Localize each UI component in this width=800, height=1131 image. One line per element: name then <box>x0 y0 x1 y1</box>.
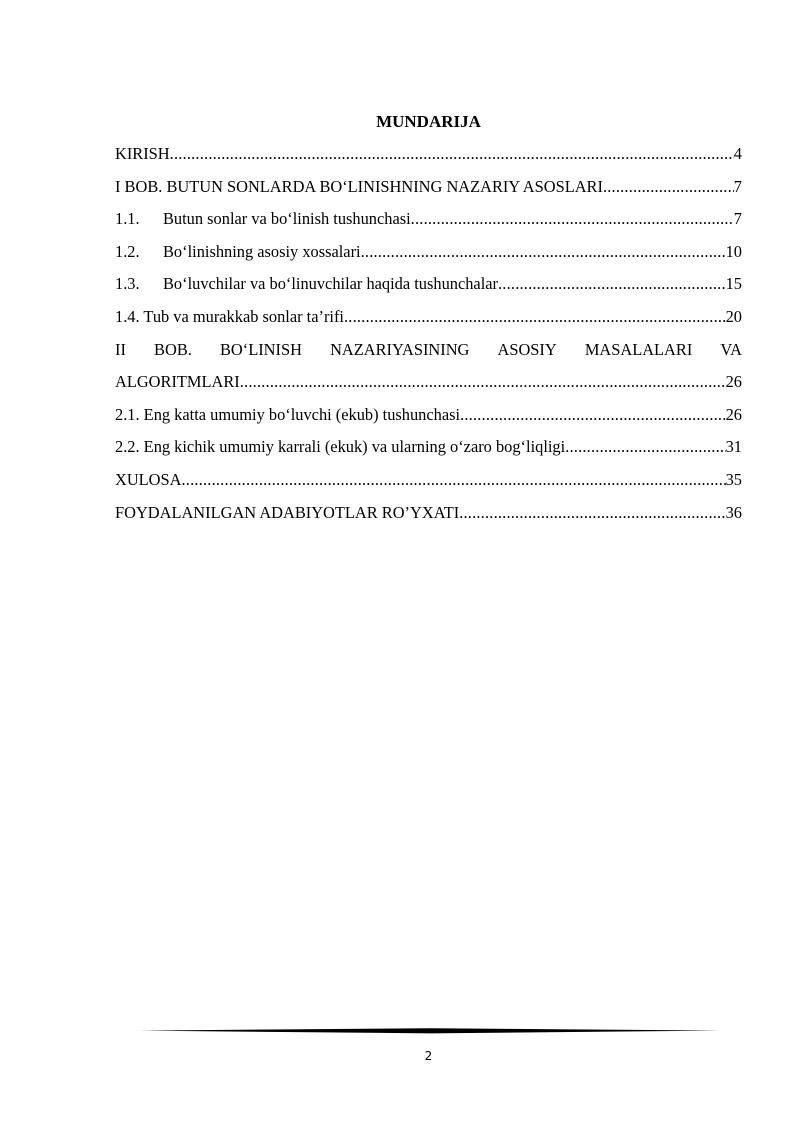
dot-leader <box>344 306 726 328</box>
toc-word: NAZARIYASINING <box>330 339 470 359</box>
toc-entry-page: 4 <box>733 144 742 163</box>
toc-entry-title: ALGORITMLARI <box>115 372 240 392</box>
toc-entry-page: 26 <box>725 372 742 392</box>
toc-entry-title: Butun sonlar va bo‘linish tushunchasi <box>163 209 411 229</box>
toc-word: MASALALARI <box>584 339 693 359</box>
dot-leader <box>565 436 725 458</box>
toc-entry-kirish[interactable] <box>115 143 742 176</box>
toc-word: II <box>115 339 126 359</box>
toc-entry-1-3[interactable] <box>115 273 742 306</box>
toc-entry-2-1[interactable] <box>115 404 742 437</box>
toc-entry-title: KIRISH <box>115 144 170 163</box>
page-title: MUNDARIJA <box>376 112 481 131</box>
toc-entry-1-4[interactable] <box>115 306 742 339</box>
toc-entry-number: 1.3. <box>115 274 140 294</box>
toc-entry-page: 26 <box>725 404 742 424</box>
toc-entry-references[interactable] <box>115 502 742 535</box>
toc-entry-number: 1.2. <box>115 241 140 261</box>
dot-leader <box>240 371 726 393</box>
toc-entry-title: 2.1. Eng katta umumiy bo‘luvchi (ekub) tushunchasi <box>115 404 461 424</box>
toc-entry-1-1[interactable] <box>115 208 742 241</box>
toc-entry-page: 20 <box>725 306 742 326</box>
toc-entry-page: 15 <box>725 274 742 294</box>
dot-leader <box>498 273 726 295</box>
toc-entry-xulosa[interactable] <box>115 469 742 502</box>
toc-entry-2-2[interactable] <box>115 436 742 469</box>
toc-entry-chapter-1[interactable] <box>115 176 742 209</box>
dot-leader <box>411 208 734 230</box>
toc-word: BOB. <box>154 339 192 359</box>
toc-entry-chapter-2-line-1[interactable] <box>115 339 742 372</box>
toc-word: BO‘LINISH <box>219 339 302 359</box>
page-number: 2 <box>424 1049 433 1063</box>
toc-entry-title: 1.4. Tub va murakkab sonlar ta’rifi <box>115 306 344 326</box>
toc-word: VA <box>720 339 742 359</box>
dot-leader <box>361 241 726 263</box>
table-of-contents <box>115 143 742 534</box>
toc-entry-page: 31 <box>725 437 742 457</box>
toc-entry-page: 36 <box>725 502 742 522</box>
toc-entry-title: 2.2. Eng kichik umumiy karrali (ekuk) va ularning o‘zaro bog‘liqligi <box>115 437 566 457</box>
toc-entry-page: 7 <box>733 176 742 196</box>
footer-rule <box>140 1027 720 1035</box>
dot-leader <box>603 176 734 198</box>
toc-entry-title: FOYDALANILGAN ADABIYOTLAR RO’YXATI <box>115 502 460 522</box>
toc-entry-title: XULOSA <box>115 469 182 489</box>
dot-leader <box>459 502 725 524</box>
toc-entry-title: I BOB. BUTUN SONLARDA BO‘LINISHNING NAZARIY ASOSLARI <box>115 176 603 196</box>
toc-entry-page: 7 <box>733 209 742 229</box>
toc-entry-title: Bo‘linishning asosiy xossalari <box>163 241 361 261</box>
dot-leader <box>181 469 725 491</box>
toc-entry-number: 1.1. <box>115 209 140 229</box>
toc-entry-chapter-2-line-2[interactable] <box>115 371 742 404</box>
toc-entry-page: 35 <box>725 469 742 489</box>
toc-entry-title: Bo‘luvchilar va bo‘linuvchilar haqida tushunchalar <box>163 274 498 294</box>
toc-entry-1-2[interactable] <box>115 241 742 274</box>
toc-word: ASOSIY <box>497 339 557 359</box>
toc-entry-page: 10 <box>725 241 742 261</box>
dot-leader <box>170 143 734 165</box>
dot-leader <box>460 404 726 426</box>
